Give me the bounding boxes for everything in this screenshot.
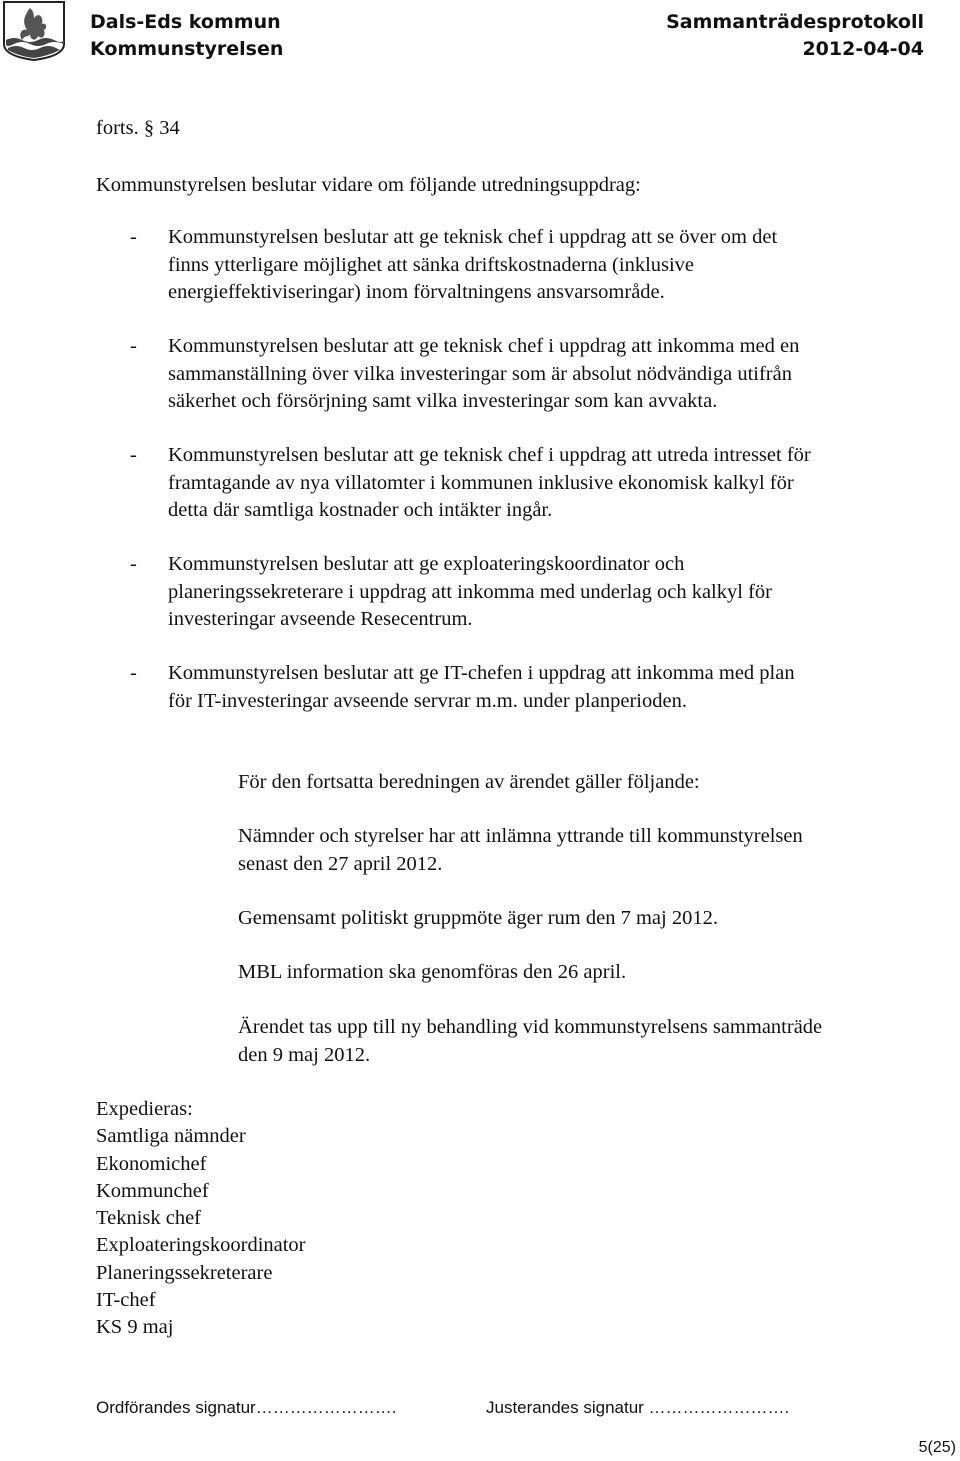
bullet-line: Kommunstyrelsen beslutar att ge teknisk chef i uppdrag att inkomma med en: [168, 335, 800, 357]
continuation-line: Ärendet tas upp till ny behandling vid kommunstyrelsens sammanträde: [238, 1016, 823, 1038]
bullet-line: säkerhet och försörjning samt vilka investeringar som kan avvakta.: [168, 390, 718, 412]
bullet-line: Kommunstyrelsen beslutar att ge exploateringskoordinator och: [168, 553, 685, 575]
distribution-item: Kommunchef: [96, 1179, 209, 1202]
municipal-coat-of-arms-logo: [0, 0, 72, 62]
continuation-line: den 9 maj 2012.: [238, 1043, 371, 1066]
bullet-line: detta där samtliga kostnader och intäkter ingår.: [168, 499, 553, 521]
distribution-item: KS 9 maj: [96, 1316, 174, 1339]
continuation-line: För den fortsatta beredningen av ärendet gäller följande:: [238, 771, 700, 793]
distribution-label: Expedieras:: [96, 1098, 193, 1120]
bullet-line: sammanställning över vilka investeringar som är absolut nödvändiga utifrån: [168, 362, 792, 385]
page-header: [0, 0, 960, 72]
continuation-line: Gemensamt politiskt gruppmöte äger rum den 7 maj 2012.: [238, 907, 718, 929]
bullet-line: finns ytterligare möjlighet att sänka driftskostnaderna (inklusive: [168, 253, 695, 276]
bullet-dash: -: [130, 553, 137, 575]
continuation-heading: [238, 769, 700, 797]
meeting-date: 2012-04-04: [802, 38, 924, 60]
page-number: 5(25): [918, 1439, 956, 1456]
municipality-name: Dals-Eds kommun: [90, 11, 281, 33]
section-reference: forts. § 34: [96, 117, 180, 139]
bullet-line: investeringar avseende Resecentrum.: [168, 608, 473, 630]
bullet-line: framtagande av nya villatomter i kommunen inklusive ekonomisk kalkyl för: [168, 471, 794, 494]
bullet-line: Kommunstyrelsen beslutar att ge teknisk chef i uppdrag att utreda intresset för: [168, 444, 811, 466]
bullet-dash: -: [130, 335, 137, 357]
bullet-line: Kommunstyrelsen beslutar att ge teknisk chef i uppdrag att se över om det: [168, 226, 778, 248]
board-name: Kommunstyrelsen: [90, 38, 284, 60]
bullet-line: energieffektiviseringar) inom förvaltningens ansvarsområde.: [168, 281, 665, 303]
distribution-item: IT-chef: [96, 1289, 156, 1312]
bullet-dash: -: [130, 662, 137, 684]
distribution-item: Teknisk chef: [96, 1207, 202, 1230]
continuation-paragraph: [238, 959, 626, 987]
continuation-line: senast den 27 april 2012.: [238, 852, 443, 875]
chair-signature-line: Ordförandes signatur…………………….: [96, 1398, 397, 1417]
document-type: Sammanträdesprotokoll: [666, 11, 924, 33]
continuation-paragraph: [238, 1014, 822, 1069]
distribution-item: Planeringssekreterare: [96, 1261, 273, 1284]
continuation-paragraph: [238, 905, 718, 933]
distribution-item: Samtliga nämnder: [96, 1125, 246, 1148]
distribution-item: Exploateringskoordinator: [96, 1234, 306, 1257]
bullet-line: planeringssekreterare i uppdrag att inkomma med underlag och kalkyl för: [168, 580, 772, 603]
bullet-line: för IT-investeringar avseende servrar m.m. under planperioden.: [168, 689, 687, 712]
continuation-line: MBL information ska genomföras den 26 april.: [238, 961, 627, 983]
bullet-dash: -: [130, 444, 137, 466]
distribution-list: [96, 1096, 306, 1342]
bullet-dash: -: [130, 226, 137, 248]
continuation-line: Nämnder och styrelser har att inlämna yttrande till kommunstyrelsen: [238, 825, 803, 847]
adjuster-signature-line: Justerandes signatur …………………….: [486, 1398, 790, 1417]
intro-paragraph: Kommunstyrelsen beslutar vidare om följande utredningsuppdrag:: [96, 174, 641, 196]
distribution-item: Ekonomichef: [96, 1152, 207, 1175]
bullet-line: Kommunstyrelsen beslutar att ge IT-chefen i uppdrag att inkomma med plan: [168, 662, 795, 684]
continuation-paragraph: [238, 823, 803, 878]
